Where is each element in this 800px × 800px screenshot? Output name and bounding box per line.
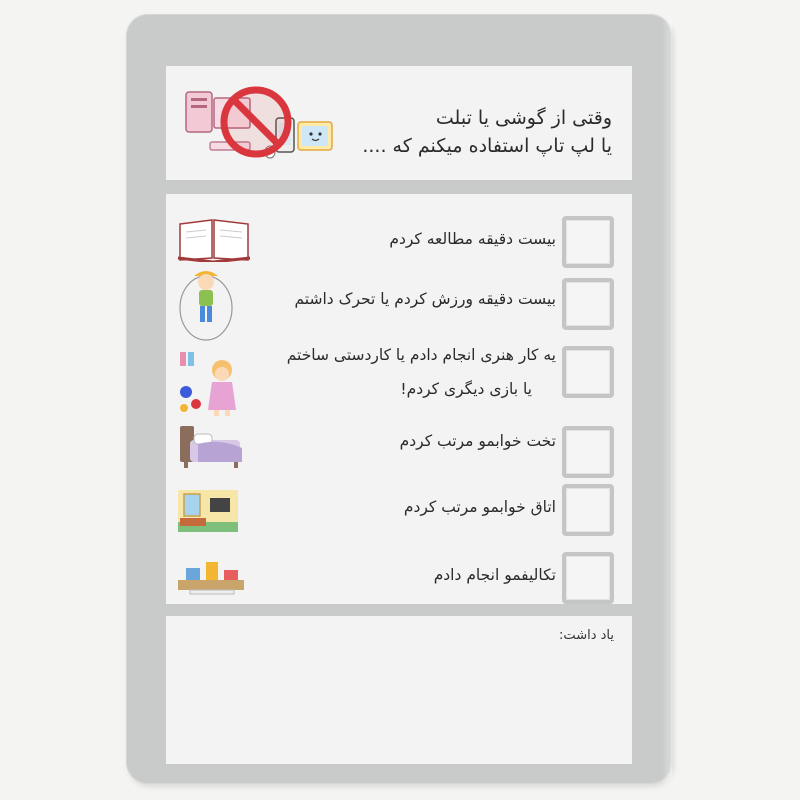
notes-label: یاد داشت: (559, 628, 614, 643)
header-title (362, 104, 612, 160)
jump-rope-kid-icon (176, 268, 236, 342)
bedroom-icon (176, 488, 240, 534)
task-label: بیست دقیقه ورزش کردم یا تحرک داشتم (294, 290, 556, 308)
header-line-1: وقتی از گوشی یا تبلت (435, 107, 612, 129)
task-label: تخت خوابمو مرتب کردم (399, 432, 556, 450)
card-sheen (662, 14, 672, 784)
task-row-bed (166, 422, 632, 482)
task-checkbox-bed[interactable] (562, 426, 614, 478)
notes-panel[interactable] (166, 616, 632, 764)
painting-girl-icon (176, 348, 246, 418)
task-row-reading (166, 210, 632, 270)
bed-icon (176, 422, 246, 470)
task-label: اتاق خوابمو مرتب کردم (403, 498, 556, 516)
task-row-art (166, 340, 632, 424)
task-checkbox-homework[interactable] (562, 552, 614, 604)
book-icon (176, 216, 252, 262)
task-checkbox-exercise[interactable] (562, 278, 614, 330)
no-devices-icon (180, 80, 370, 170)
task-row-bedroom (166, 484, 632, 544)
task-checkbox-art[interactable] (562, 346, 614, 398)
reward-chart-card (126, 14, 672, 784)
task-label (287, 346, 556, 398)
task-checkbox-reading[interactable] (562, 216, 614, 268)
task-label: تکالیفمو انجام دادم (433, 566, 556, 584)
header-panel (166, 66, 632, 180)
task-checkbox-bedroom[interactable] (562, 484, 614, 536)
tasks-panel (166, 194, 632, 604)
task-label: بیست دقیقه مطالعه کردم (389, 230, 556, 248)
task-label-line-1: یه کار هنری انجام دادم یا کاردستی ساختم (286, 346, 556, 364)
header-line-2: یا لپ تاپ استفاده میکنم که .... (362, 135, 612, 157)
task-row-exercise (166, 278, 632, 338)
task-label-line-2: یا بازی دیگری کردم! (400, 380, 532, 398)
homework-desk-icon (176, 556, 248, 596)
task-row-homework (166, 546, 632, 606)
